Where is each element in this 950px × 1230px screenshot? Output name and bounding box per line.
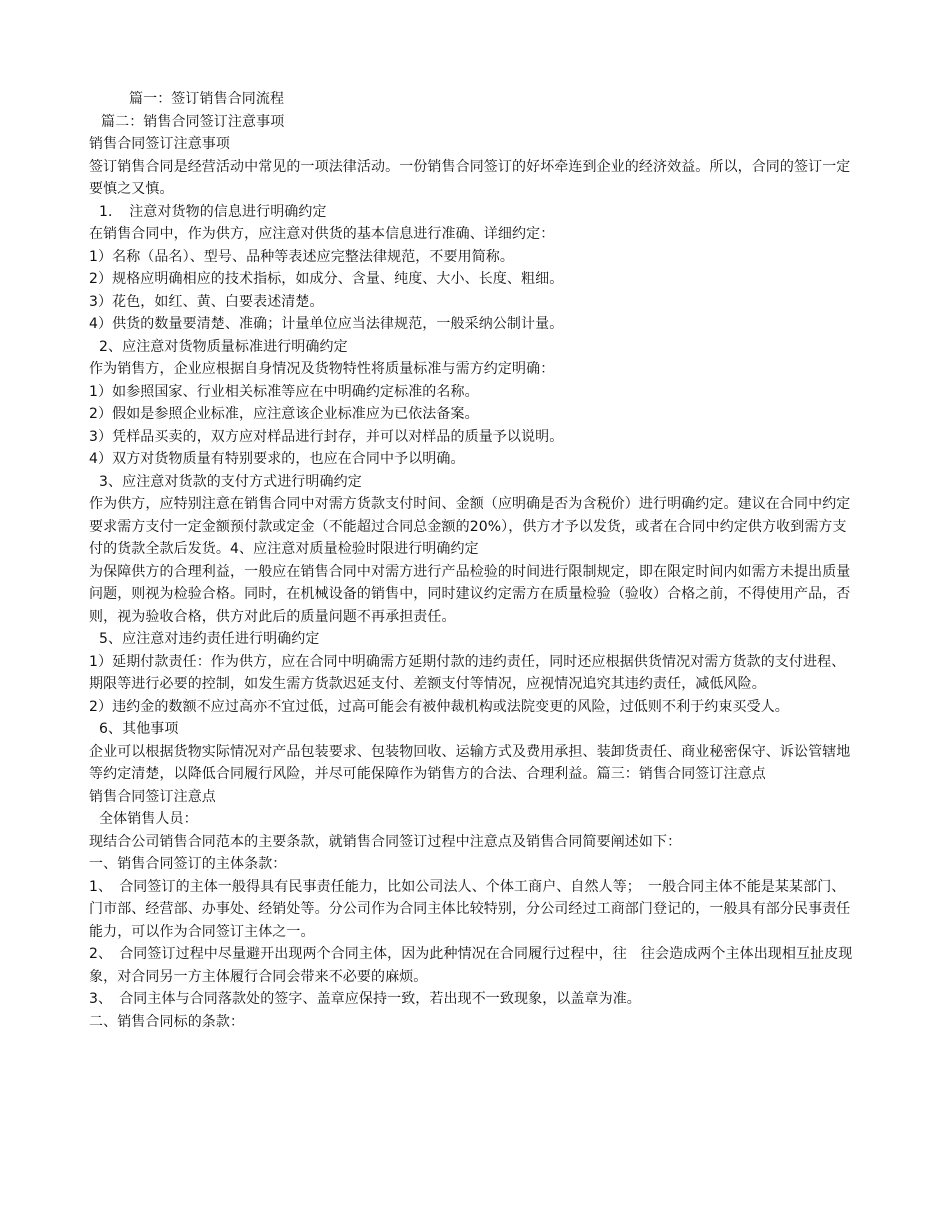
list-item: 1）如参照国家、行业相关标准等应在中明确约定标准的名称。	[89, 383, 479, 400]
paragraph: 作为销售方，企业应根据自身情况及货物特性将质量标准与需方约定明确：	[89, 361, 555, 377]
heading-part-one: 篇一：签订销售合同流程	[129, 91, 285, 107]
subheading: 二、销售合同标的条款：	[89, 1013, 245, 1030]
list-item: 1、 合同签订的主体一般得具有民事责任能力，比如公司法人、个体工商户、自然人等； 一般合同主体不能是某某部门、门市部、经营部、办事处、经销处等。分公司作为合同主体比较特别，分公司经过工商部门登记的，一般具有部分民事责任能力，可以作为合同签订主体之一。	[89, 878, 851, 940]
list-item: 1）名称（品名）、型号、品种等表述应完整法律规范，不要用简称。	[89, 248, 515, 265]
heading-part-two: 篇二：销售合同签订注意事项	[101, 113, 285, 130]
paragraph: 作为供方，应特别注意在销售合同中对需方货款支付时间、金额（应明确是否为含税价）进行明确约定。建议在合同中约定要求需方支付一定金额预付款或定金（不能超过合同总金额的20%），供方才予以发货，或者在合同中约定供方收到需方支付的货款全款后发货。4、应注意对质量检验时限进行明确约定	[89, 496, 851, 557]
subheading: 6、其他事项	[99, 721, 179, 737]
subheading: 5、应注意对违约责任进行明确约定	[99, 631, 320, 647]
paragraph: 为保障供方的合理利益，一般应在销售合同中对需方进行产品检验的时间进行限制规定，即在限定时间内如需方未提出质量问题，则视为检验合格。同时，在机械设备的销售中，同时建议约定需方在质量检验（验收）合格之前，不得使用产品，否则，视为验收合格，供方对此后的质量问题不再承担责任。	[89, 563, 851, 625]
subheading: 2、应注意对货物质量标准进行明确约定	[99, 338, 348, 355]
list-item: 4）双方对货物质量有特别要求的，也应在合同中予以明确。	[89, 451, 465, 467]
section-title: 销售合同签订注意点	[89, 788, 216, 805]
paragraph: 现结合公司销售合同范本的主要条款，就销售合同签订过程中注意点及销售合同简要阐述如下：	[89, 833, 682, 850]
list-item: 4）供货的数量要清楚、准确；计量单位应当法律规范，一般采纳公制计量。	[89, 316, 564, 332]
list-item: 2）规格应明确相应的技术指标，如成分、含量、纯度、大小、长度、粗细。	[89, 271, 564, 287]
list-item: 2）违约金的数额不应过高亦不宜过低，过高可能会有被仲裁机构或法院变更的风险，过低则不利于约束买受人。	[89, 698, 789, 715]
list-item: 2）假如是参照企业标准，应注意该企业标准应为已依法备案。	[89, 406, 479, 422]
paragraph: 企业可以根据货物实际情况对产品包装要求、包装物回收、运输方式及费用承担、装卸货责任、商业秘密保守、诉讼管辖地等约定清楚，以降低合同履行风险，并尽可能保障作为销售方的合法、合理利益。篇三：销售合同签订注意点	[89, 743, 851, 782]
list-item: 3、 合同主体与合同落款处的签字、盖章应保持一致，若出现不一致现象，以盖章为准。	[89, 991, 641, 1007]
subheading: 3、应注意对货款的支付方式进行明确约定	[99, 473, 362, 490]
document-body	[89, 88, 857, 1033]
section-title: 销售合同签订注意事项	[89, 136, 230, 152]
list-item: 3）凭样品买卖的，双方应对样品进行封存，并可以对样品的质量予以说明。	[89, 428, 564, 445]
list-item: 1）延期付款责任：作为供方，应在合同中明确需方延期付款的违约责任，同时还应根据供货情况对需方货款的支付进程、期限等进行必要的控制，如发生需方货款迟延支付、差额支付等情况，应视情况追究其违约责任，减低风险。	[89, 653, 846, 692]
salutation: 全体销售人员：	[99, 811, 198, 827]
paragraph: 在销售合同中，作为供方，应注意对供货的基本信息进行准确、详细约定：	[89, 226, 555, 242]
subheading: 一、销售合同签订的主体条款：	[89, 856, 287, 872]
list-item: 2、 合同签订过程中尽量避开出现两个合同主体，因为此种情况在合同履行过程中，往 往会造成两个主体出现相互扯皮现象，对合同另一方主体履行合同会带来不必要的麻烦。	[89, 946, 853, 985]
list-item: 3）花色，如红、黄、白要表述清楚。	[89, 293, 324, 310]
paragraph: 签订销售合同是经营活动中常见的一项法律活动。一份销售合同签订的好坏牵连到企业的经济效益。所以，合同的签订一定要慎之又慎。	[89, 158, 851, 197]
subheading: 1． 注意对货物的信息进行明确约定	[99, 203, 327, 220]
